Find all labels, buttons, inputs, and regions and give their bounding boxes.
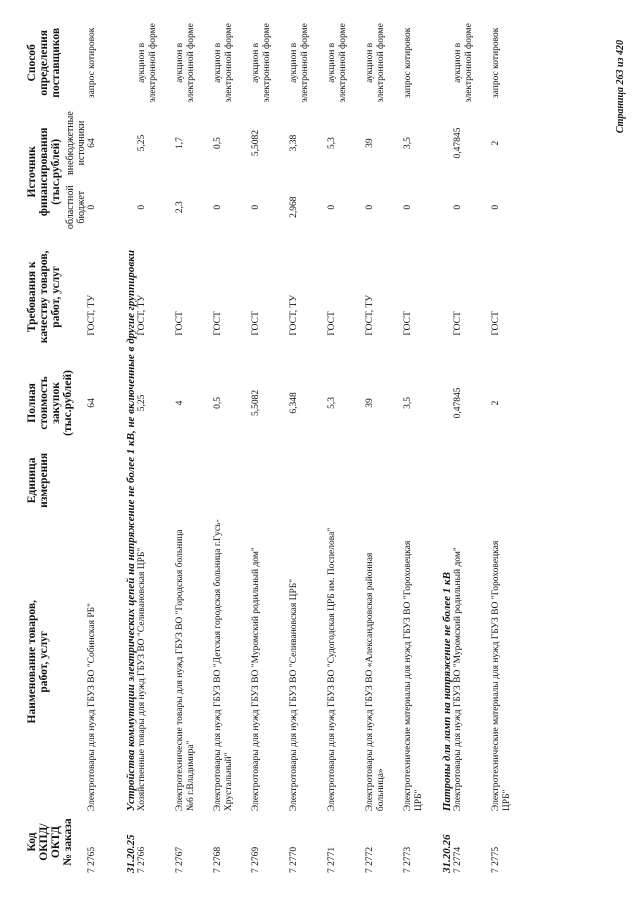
table-row <box>251 18 289 873</box>
row-code: 7 2766 <box>137 846 147 873</box>
row-funding-regional: 0 <box>491 204 501 210</box>
table-row <box>87 18 125 873</box>
row-cost: 3,5 <box>403 397 413 409</box>
header-method-line: поставщиков <box>50 27 62 98</box>
row-method: аукцион в электронной форме <box>289 23 310 103</box>
row-requirements: ГОСТ <box>251 311 261 336</box>
row-funding-regional: 0 <box>137 204 147 210</box>
row-method: аукцион в электронной форме <box>327 23 348 103</box>
row-code: 7 2771 <box>327 846 337 873</box>
row-funding-offbudget: 1,7 <box>175 137 185 149</box>
header-name <box>26 512 87 811</box>
row-code: 7 2769 <box>251 846 261 873</box>
header-code <box>26 811 87 873</box>
row-funding-offbudget: 64 <box>87 138 97 148</box>
header-unit <box>26 448 87 512</box>
row-unit <box>251 448 289 512</box>
header-method <box>26 18 87 108</box>
row-funding-regional: 0 <box>403 204 413 210</box>
row-cost: 39 <box>365 398 375 408</box>
row-funding-offbudget: 5,5082 <box>251 130 261 157</box>
header-funding-line: (тыс.рублей) <box>50 138 62 205</box>
group-code: 31.20.26 <box>441 834 453 873</box>
page-counter: Страница 263 из 420 <box>615 40 626 134</box>
table-row <box>365 18 403 873</box>
row-requirements: ГОСТ <box>403 311 413 336</box>
header-funding-regional <box>62 178 87 236</box>
row-funding-regional: 0 <box>213 204 223 210</box>
row-funding-regional: 0 <box>365 204 375 210</box>
header-code-line: ОКТД <box>50 825 62 859</box>
row-funding-offbudget: 3,38 <box>289 134 299 152</box>
row-requirements: ГОСТ <box>213 311 223 336</box>
row-code: 7 2773 <box>403 846 413 873</box>
row-funding-offbudget: 2 <box>491 140 501 146</box>
group-code: 31.20.25 <box>125 834 137 873</box>
row-method: аукцион в электронной форме <box>213 23 234 103</box>
header-regional-line: бюджет <box>76 190 87 224</box>
row-unit <box>289 448 327 512</box>
header-code-line: ОКПД/ <box>38 823 50 861</box>
header-cost <box>26 358 87 449</box>
row-code: 7 2765 <box>87 846 97 873</box>
row-cost: 6,348 <box>289 392 299 414</box>
row-funding-offbudget: 3,5 <box>403 137 413 149</box>
row-requirements: ГОСТ <box>327 311 337 336</box>
header-cost-line: Полная <box>26 383 38 423</box>
header-name-line: работ, услуг <box>38 630 50 693</box>
header-regional-line: областной <box>65 185 76 230</box>
header-row <box>26 18 62 873</box>
row-cost: 5,25 <box>137 394 147 412</box>
row-code: 7 2770 <box>289 846 299 873</box>
row-funding-regional: 2,3 <box>175 201 185 214</box>
row-requirements: ГОСТ <box>491 311 501 336</box>
header-requirements-line: качеству товаров, <box>38 250 50 344</box>
header-cost-line: (тыс.рублей) <box>62 370 74 436</box>
table-row <box>453 18 491 873</box>
row-name: Хозяйственные товары для нужд ГБУЗ ВО "Селивановская ЦРБ" <box>137 547 147 812</box>
row-unit <box>491 448 529 512</box>
header-cost-line: стоимость <box>38 376 50 430</box>
row-method: запрос котировок <box>403 27 413 99</box>
row-code: 7 2768 <box>213 846 223 873</box>
row-method: запрос котировок <box>491 27 501 99</box>
row-unit <box>213 448 251 512</box>
header-cost-line: закупок <box>50 382 62 424</box>
header-funding-line: Источник <box>26 146 38 198</box>
row-requirements: ГОСТ <box>453 311 463 336</box>
row-name: Электротовары для нужд ГБУЗ ВО "Детская городская больница г.Гусь-Хрустальный" <box>213 519 234 812</box>
row-unit <box>453 448 491 512</box>
row-unit <box>365 448 403 512</box>
group-row <box>125 18 137 873</box>
row-cost: 5,3 <box>327 397 337 409</box>
row-funding-regional: 0 <box>327 204 337 210</box>
row-funding-offbudget: 5,25 <box>137 134 147 152</box>
row-method: аукцион в электронной форме <box>453 23 474 103</box>
header-code-line: Код <box>26 832 38 852</box>
header-method-line: определения <box>38 29 50 96</box>
row-cost: 5,5082 <box>251 389 261 417</box>
table-row <box>137 18 175 873</box>
procurement-table <box>26 18 529 873</box>
table-row <box>327 18 365 873</box>
row-name: Электротовары для нужд ГБУЗ ВО "Муромский родильный дом" <box>453 547 463 812</box>
row-funding-offbudget: 39 <box>365 138 375 148</box>
row-name: Электротовары для нужд ГБУЗ ВО "Собинская РБ" <box>87 603 97 812</box>
row-name: Электротовары для нужд ГБУЗ ВО «Александровская районная больница» <box>365 552 386 812</box>
table-row <box>289 18 327 873</box>
row-cost: 2 <box>491 400 501 406</box>
row-unit <box>87 448 125 512</box>
row-name: Электротехнические материалы для нужд ГБУЗ ВО "Гороховецкая ЦРБ" <box>403 540 424 812</box>
row-unit <box>175 448 213 512</box>
row-name: Электротовары для нужд ГБУЗ ВО "Селивановская ЦРБ" <box>289 578 299 812</box>
row-unit <box>403 448 441 512</box>
table-row <box>175 18 213 873</box>
row-code: 7 2774 <box>453 846 463 873</box>
group-row <box>441 18 453 873</box>
row-funding-regional: 0 <box>87 204 97 210</box>
header-requirements <box>26 236 87 358</box>
row-requirements: ГОСТ, ТУ <box>87 294 97 336</box>
row-method: аукцион в электронной форме <box>251 23 272 103</box>
row-method: аукцион в электронной форме <box>365 23 386 103</box>
row-name: Электротовары для нужд ГБУЗ ВО "Судогодская ЦРБ им. Поспелова" <box>327 527 337 812</box>
header-requirements-line: работ, услуг <box>50 265 62 328</box>
table-row <box>213 18 251 873</box>
header-funding <box>26 108 62 236</box>
row-unit <box>327 448 365 512</box>
group-title: Патроны для ламп на напряжение не более 1 кВ <box>441 572 453 812</box>
header-code-line: № заказа <box>62 818 74 866</box>
row-cost: 0,5 <box>213 397 223 409</box>
row-requirements: ГОСТ, ТУ <box>289 294 299 336</box>
row-method: аукцион в электронной форме <box>175 23 196 103</box>
row-name: Электротехнические товары для нужд ГБУЗ ВО "Городская больница №6 г.Владимира" <box>175 529 196 812</box>
header-method-line: Способ <box>26 44 38 82</box>
header-offbudget-line: внебюджетные <box>65 111 76 175</box>
row-funding-offbudget: 5,3 <box>327 137 337 149</box>
row-name: Электротовары для нужд ГБУЗ ВО "Муромский родильный дом" <box>251 547 261 812</box>
header-unit-line: Единица <box>26 457 38 504</box>
table-row <box>491 18 529 873</box>
row-method: запрос котировок <box>87 27 97 99</box>
row-unit <box>137 448 175 512</box>
row-funding-regional: 0 <box>453 204 463 210</box>
table-body <box>87 18 529 873</box>
row-cost: 4 <box>175 400 185 406</box>
group-title: Устройства коммутации электрических цепей на напряжение не более 1 кВ, не включенные в другие группировки <box>125 250 137 812</box>
header-funding-offbudget <box>62 108 87 179</box>
row-cost: 0,47845 <box>453 387 463 419</box>
row-code: 7 2767 <box>175 846 185 873</box>
header-offbudget-line: источники <box>76 120 87 166</box>
row-funding-regional: 2,968 <box>289 196 299 218</box>
table-row <box>403 18 441 873</box>
header-name-line: Наименование товаров, <box>26 600 38 724</box>
row-requirements: ГОСТ, ТУ <box>365 294 375 336</box>
row-code: 7 2775 <box>491 846 501 873</box>
header-funding-line: финансирования <box>38 127 50 217</box>
row-funding-regional: 0 <box>251 204 261 210</box>
row-cost: 64 <box>87 398 97 408</box>
header-requirements-line: Требования к <box>26 261 38 333</box>
row-funding-offbudget: 0,5 <box>213 137 223 149</box>
header-unit-line: измерения <box>38 452 50 508</box>
row-funding-offbudget: 0,47845 <box>453 127 463 159</box>
row-requirements: ГОСТ, ТУ <box>137 294 147 336</box>
row-code: 7 2772 <box>365 846 375 873</box>
row-requirements: ГОСТ <box>175 311 185 336</box>
row-name: Электротехнические материалы для нужд ГБУЗ ВО "Гороховецкая ЦРБ" <box>491 540 512 812</box>
row-method: аукцион в электронной форме <box>137 23 158 103</box>
